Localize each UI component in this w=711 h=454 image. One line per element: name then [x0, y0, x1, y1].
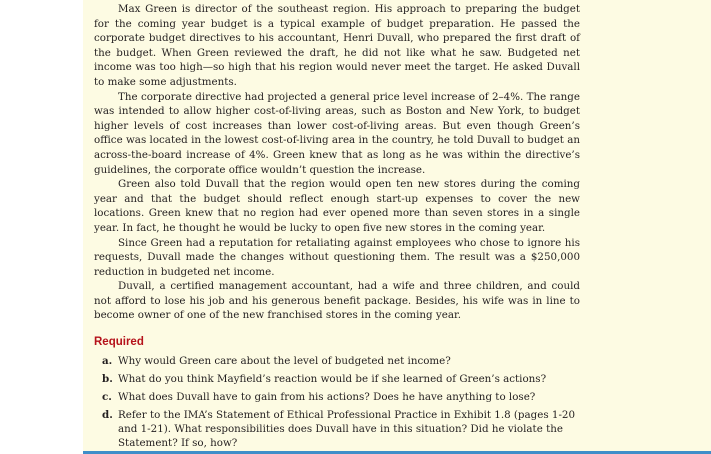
question-letter: d.	[102, 408, 113, 421]
question-text: Refer to the IMA’s Statement of Ethical Professional Practice in Exhibit 1.8 (pages 1-20 and 1-21). What responsibilities does Duvall have in this situation? Did he violate the Statement? If so, how?	[118, 408, 576, 449]
question-letter: b.	[102, 372, 113, 385]
case-paragraph: The corporate directive had projected a general price level increase of 2–4%. The range was intended to allow higher cost-of-living areas, such as Boston and New York, to budget higher levels of cost increases than lower cost-of-living areas. But even though Green’s office was located in the lowest cost-of-living area in the country, he told Duvall to budget an across-the-board increase of 4%. Green knew that as long as he was within the directive’s guidelines, the corporate office wouldn’t question the increase.	[94, 90, 580, 176]
case-content	[94, 0, 580, 454]
question-item	[102, 390, 580, 404]
required-heading: Required	[94, 336, 144, 349]
case-paragraph: Max Green is director of the southeast region. His approach to preparing the budget for the coming year budget is a typical example of budget preparation. He passed the corporate budget directives to his accountant, Henri Duvall, who prepared the first draft of the budget. When Green reviewed the draft, he did not like what he saw. Budgeted net income was too high—so high that his region would never meet the target. He asked Duvall to make some adjustments.	[94, 3, 580, 88]
case-paragraph: Green also told Duvall that the region would open ten new stores during the coming year and that the budget should reflect enough start-up expenses to cover the new locations. Green knew that no region had ever opened more than seven stores in a single year. In fact, he thought he would be lucky to open five new stores in the coming year.	[94, 178, 580, 234]
question-text: What do you think Mayfield’s reaction would be if she learned of Green’s actions?	[118, 372, 547, 385]
question-letter: a.	[102, 354, 113, 367]
question-text: Why would Green care about the level of budgeted net income?	[118, 354, 451, 367]
question-item	[102, 354, 580, 368]
question-letter: c.	[102, 390, 112, 403]
case-paragraph: Since Green had a reputation for retaliating against employees who chose to ignore his requests, Duvall made the changes without questioning them. The result was a $250,000 reduction in budgeted net income.	[94, 236, 580, 278]
question-item	[102, 372, 580, 386]
question-text: What does Duvall have to gain from his actions? Does he have anything to lose?	[118, 390, 536, 403]
question-list	[94, 354, 580, 450]
case-paragraph: Duvall, a certified management accountant, had a wife and three children, and could not afford to lose his job and his generous benefit package. Besides, his wife was in line to become owner of one of the new franchised stores in the coming year.	[94, 280, 580, 322]
question-item	[102, 408, 580, 450]
